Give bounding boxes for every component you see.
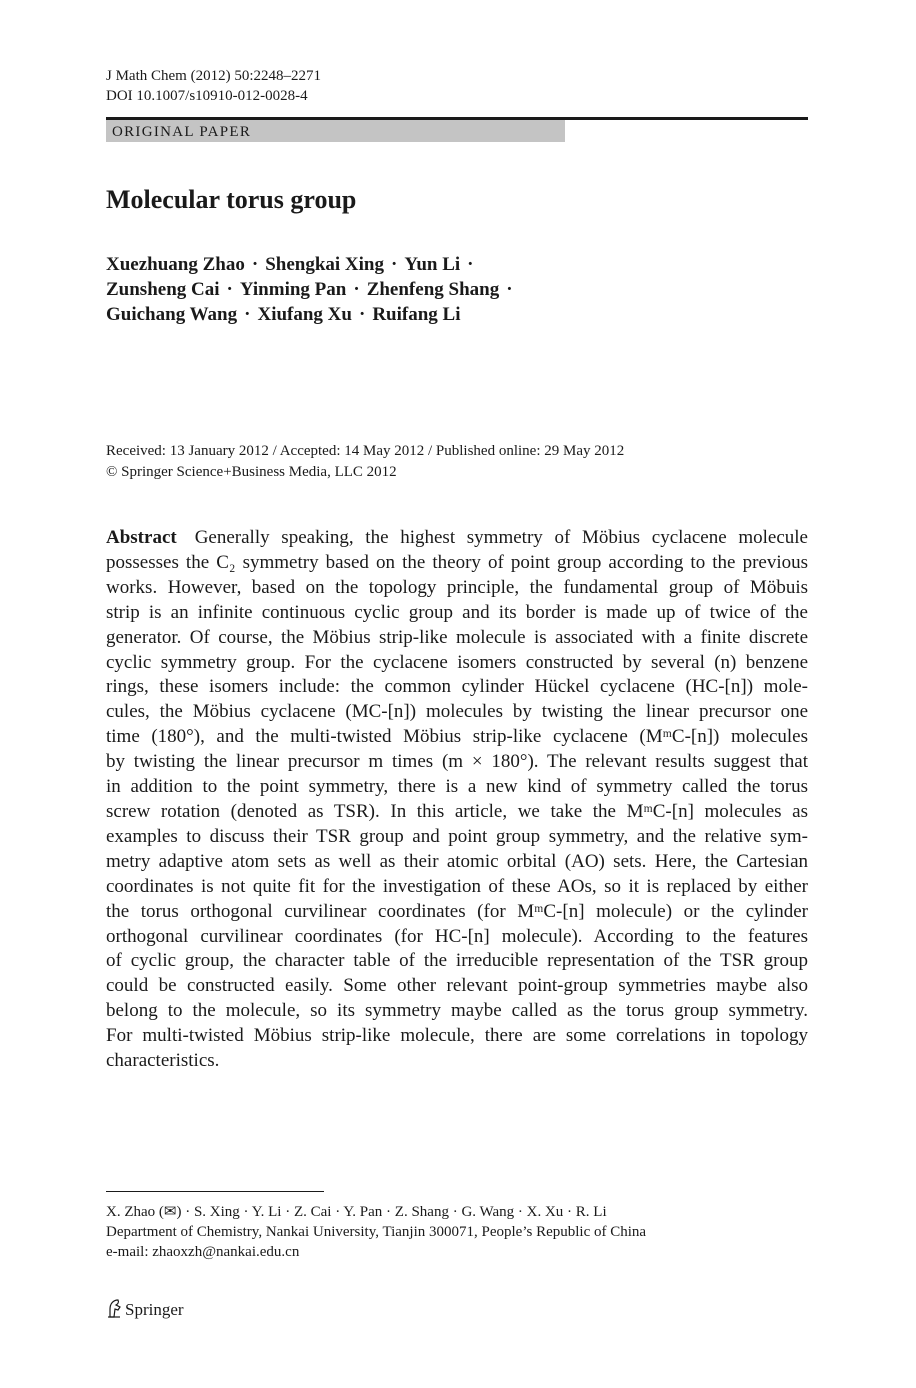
abstract-line: belong to the molecule, so its symmetry maybe called as the torus group symmetry. (106, 1000, 808, 1022)
publisher-logo (106, 1299, 184, 1320)
abstract-line: Abstract Generally speaking, the highest symmetry of Möbius cyclacene molecule (106, 527, 808, 548)
author-name: Ruifang Li (372, 304, 461, 325)
author-name: Zunsheng Cai (106, 279, 220, 300)
footnote-rule (106, 1191, 324, 1192)
paper-title: Molecular torus group (106, 185, 357, 214)
author-name: Guichang Wang (106, 304, 238, 325)
abstract-line: coordinates is not quite fit for the investigation of these AOs, so it is replaced by either (106, 875, 808, 897)
author-separator: · (467, 254, 474, 275)
copyright-notice: © Springer Science+Business Media, LLC 2012 (106, 464, 397, 480)
author-line-2 (106, 277, 520, 302)
footnote-authors: X. Zhao (✉) · S. Xing · Y. Li · Z. Cai · Y. Pan · Z. Shang · G. Wang · X. Xu · R. Li (106, 1204, 607, 1220)
abstract-line: time (180°), and the multi-twisted Möbius strip-like cyclacene (MᵐC-[n]) molecules (106, 726, 808, 748)
abstract-line: the torus orthogonal curvilinear coordinates (for MᵐC-[n] molecule) or the cylinder (106, 900, 808, 922)
abstract-label: Abstract (106, 527, 177, 548)
abstract-line: cules, the Möbius cyclacene (MC-[n]) molecules by twisting the linear precursor one (106, 701, 808, 723)
abstract-line: cyclic symmetry group. For the cyclacene isomers constructed by several (n) benzene (106, 651, 808, 673)
article-type-bar (106, 117, 808, 142)
author-separator: · (358, 304, 366, 325)
author-name: Xiufang Xu (257, 304, 352, 325)
author-name: Yun Li (404, 254, 461, 275)
journal-meta (106, 66, 321, 106)
abstract-line: screw rotation (denoted as TSR). In this article, we take the MᵐC-[n] molecules as (106, 800, 808, 822)
abstract-line: in addition to the point symmetry, there is a new kind of symmetry called the torus (106, 776, 808, 798)
abstract-line: of cyclic group, the character table of the irreducible representation of the TSR group (106, 950, 808, 972)
footnote-email: e-mail: zhaoxzh@nankai.edu.cn (106, 1244, 300, 1260)
author-name: Yinming Pan (239, 279, 347, 300)
abstract-line: For multi-twisted Möbius strip-like molecule, there are some correlations in topology (106, 1025, 808, 1047)
date-history: Received: 13 January 2012 / Accepted: 14 May 2012 / Published online: 29 May 2012 (106, 443, 625, 459)
journal-citation: J Math Chem (2012) 50:2248–2271 (106, 68, 321, 84)
abstract-line: orthogonal curvilinear coordinates (for HC-[n] molecule). According to the features (106, 925, 808, 947)
author-separator: · (226, 279, 233, 300)
abstract-line: works. However, based on the topology principle, the fundamental group of Möbuis (106, 576, 808, 598)
abstract-line: generator. Of course, the Möbius strip-like molecule is associated with a finite discrete (106, 626, 808, 648)
author-separator: · (391, 254, 398, 275)
author-separator: · (251, 254, 259, 275)
journal-doi: DOI 10.1007/s10910-012-0028-4 (106, 88, 308, 104)
author-footnote (106, 1202, 646, 1262)
footnote-affiliation: Department of Chemistry, Nankai University, Tianjin 300071, People’s Republic of China (106, 1224, 647, 1240)
publication-dates (106, 441, 624, 483)
abstract-line: examples to discuss their TSR group and point group symmetry, and the relative sym- (106, 825, 808, 847)
author-separator: · (506, 279, 513, 300)
author-line-1 (106, 252, 520, 277)
publisher-name: Springer (125, 1300, 184, 1319)
author-list (106, 252, 520, 327)
abstract (106, 526, 808, 1074)
abstract-line: possesses the C₂ symmetry based on the theory of point group according to the previous (106, 551, 808, 573)
springer-horse-icon (106, 1299, 122, 1318)
author-name: Shengkai Xing (265, 254, 384, 275)
author-line-3 (106, 302, 520, 327)
abstract-line: rings, these isomers include: the common cylinder Hückel cyclacene (HC-[n]) mole- (106, 676, 808, 698)
article-type-band (106, 120, 565, 142)
author-separator: · (353, 279, 360, 300)
author-name: Xuezhuang Zhao (106, 254, 245, 275)
abstract-line: could be constructed easily. Some other relevant point-group symmetries maybe also (106, 975, 808, 997)
abstract-line: by twisting the linear precursor m times (m × 180°). The relevant results suggest that (106, 751, 808, 773)
article-type-label: ORIGINAL PAPER (112, 124, 252, 140)
author-separator: · (244, 304, 251, 325)
abstract-line: metry adaptive atom sets as well as their atomic orbital (AO) sets. Here, the Cartesian (106, 850, 808, 872)
author-name: Zhenfeng Shang (366, 279, 500, 300)
abstract-line: characteristics. (106, 1050, 220, 1072)
abstract-line: strip is an infinite continuous cyclic group and its border is made up of twice of the (106, 601, 808, 623)
